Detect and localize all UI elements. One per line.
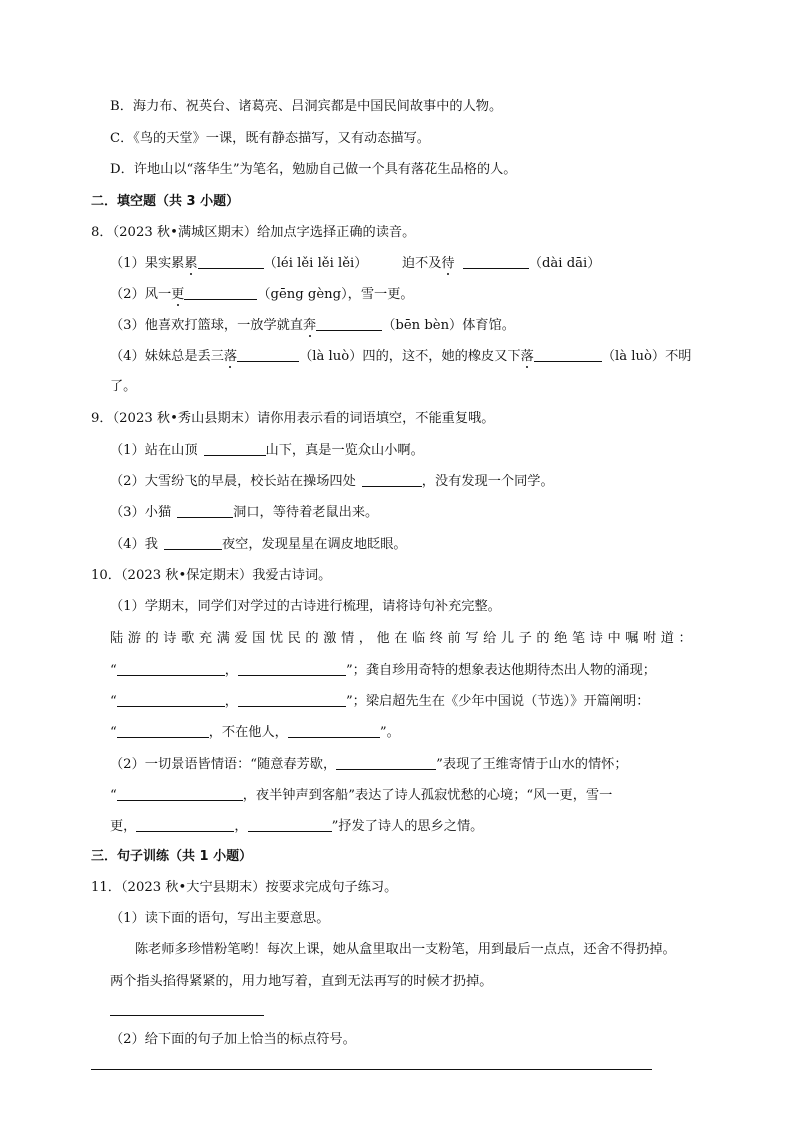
q10-line-2-text: ”；龚自珍用奇特的想象表达他期待杰出人物的涌现； <box>345 663 656 678</box>
q8-item-1b-pinyin: （dài dāi） <box>528 256 601 271</box>
q8-item-3-text: （3）他喜欢打篮球，一放学就直 <box>110 318 304 333</box>
open-quote: “ <box>110 788 117 803</box>
q10-char: 儿 <box>500 631 515 646</box>
q9-item-1-text-2: 山下，真是一览众山小啊。 <box>265 443 424 458</box>
q10-char: 子 <box>518 631 532 646</box>
q10-char: 满 <box>216 631 230 646</box>
q8-item-2-dotted-char: 更 <box>171 287 185 302</box>
question-11-stem: 11．（2023 秋•大宁县期末）按要求完成句子练习。 <box>91 880 398 895</box>
q10-answer-blank-3[interactable] <box>117 692 225 707</box>
question-8-item-4-continued: 了。 <box>110 379 137 394</box>
question-9-stem: 9．（2023 秋•秀山县期末）请你用表示看的词语填空，不能重复哦。 <box>91 411 495 426</box>
option-d: D．许地山以“落华生”为笔名，勉励自己做一个具有落花生品格的人。 <box>110 162 517 177</box>
q10-char: 他 <box>376 631 390 646</box>
q9-answer-blank-3[interactable] <box>177 503 233 518</box>
question-11-part-2: （2）给下面的句子加上恰当的标点符号。 <box>110 1032 356 1047</box>
page-bottom-rule <box>91 1069 652 1070</box>
q8-answer-blank-4[interactable] <box>316 316 382 331</box>
q10-char: 激 <box>323 631 337 646</box>
q8-answer-blank-2[interactable] <box>463 254 529 269</box>
option-c: C．《鸟的天堂》一课，既有静态描写，又有动态描写。 <box>110 131 430 146</box>
q8-item-1-dotted-char: 累 <box>184 256 198 271</box>
q10-line-3-text: ”；梁启超先生在《少年中国说（节选）》开篇阐明： <box>345 694 650 709</box>
q10-char: 笔 <box>571 631 586 646</box>
q10-answer-blank-7[interactable] <box>336 755 436 770</box>
q10-char: 的 <box>145 631 159 646</box>
question-9-item-3 <box>110 503 378 522</box>
question-10-line-lu-you <box>110 630 692 648</box>
section-title-sentence-training: 三．句子训练（共 1 小题） <box>91 849 253 864</box>
q10-answer-blank-4[interactable] <box>238 692 346 707</box>
q10-char: 终 <box>429 631 443 646</box>
question-9-item-2 <box>110 472 554 491</box>
q10-char: 嘱 <box>625 631 639 646</box>
q10-char: 歌 <box>181 631 195 646</box>
question-8-stem: 8．（2023 秋•满城区期末）给加点字选择正确的读音。 <box>91 225 416 240</box>
q10-char: ， <box>358 631 372 646</box>
q8-item-2-pinyin: （gēng gèng），雪一更。 <box>257 287 414 302</box>
q10-char: 情 <box>340 631 355 646</box>
q10-char: 道 <box>660 631 674 646</box>
q9-item-2-text: （2）大雪纷飞的早晨，校长站在操场四处 <box>110 474 356 489</box>
comma: ， <box>224 694 238 709</box>
q8-answer-blank-6[interactable] <box>534 347 602 362</box>
q10-char: 诗 <box>163 631 177 646</box>
question-11-part-1: （1）读下面的语句，写出主要意思。 <box>110 911 330 926</box>
question-9-item-1 <box>110 441 424 460</box>
open-quote: “ <box>110 725 117 740</box>
q10-part-2-text-2: ”表现了王维寄情于山水的情怀； <box>436 757 628 772</box>
q10-answer-blank-5[interactable] <box>117 723 209 738</box>
question-10-line-4 <box>110 723 400 742</box>
q10-char: 前 <box>447 631 461 646</box>
q10-part-2-line-2-text: ，夜半钟声到客船”表达了诗人孤寂忧愁的心境；“风一更，雪一 <box>242 788 613 803</box>
open-quote: “ <box>110 694 117 709</box>
q10-char: 临 <box>412 631 426 646</box>
question-8-item-2 <box>110 285 414 304</box>
q8-item-4-text: （4）妹妹总是丢三 <box>110 349 224 364</box>
question-10-line-3 <box>110 692 649 711</box>
q10-char: 诗 <box>589 631 603 646</box>
q10-char: 忧 <box>269 631 284 646</box>
q10-char: 在 <box>394 631 408 646</box>
q10-char: 写 <box>465 631 479 646</box>
q10-char: 的 <box>305 631 319 646</box>
close-quote: ”。 <box>379 725 400 740</box>
q10-char: 的 <box>536 631 550 646</box>
q9-item-3-text: （3）小猫 <box>110 505 172 520</box>
q9-item-3-text-2: 洞口，等待着老鼠出来。 <box>233 505 379 520</box>
q9-item-4-text: （4）我 <box>110 537 158 552</box>
q8-item-1-pinyin: （léi lěi lěi lěi） <box>263 256 368 271</box>
q8-answer-blank-3[interactable] <box>184 285 257 300</box>
q10-char: 中 <box>607 631 621 646</box>
q10-answer-blank-1[interactable] <box>117 661 225 676</box>
q8-answer-blank-1[interactable] <box>198 254 264 269</box>
question-8-item-1 <box>110 254 600 273</box>
q8-item-1b-dotted-char: 待 <box>441 256 455 271</box>
q8-item-4-pinyin-2: （là luò）不明 <box>601 349 692 364</box>
q8-item-4-dotted-char-2: 落 <box>520 349 534 364</box>
open-quote: “ <box>110 663 117 678</box>
comma: ， <box>234 819 248 834</box>
question-9-item-4 <box>110 535 407 554</box>
q8-item-2-text: （2）风一 <box>110 287 172 302</box>
q11-answer-line[interactable] <box>110 1015 264 1016</box>
q10-part-2-text: （2）一切景语皆情语：“随意春芳歇， <box>110 757 337 772</box>
q8-item-3-pinyin: （bēn bèn）体育馆。 <box>382 318 515 333</box>
q8-item-3-dotted-char: 奔 <box>303 318 317 333</box>
question-10-part-2-line-2 <box>110 786 612 805</box>
question-10-stem: 10．（2023 秋•保定期末）我爱古诗词。 <box>91 568 332 583</box>
question-11-passage-line-1: 陈老师多珍惜粉笔哟！每次上课，她从盒里取出一支粉笔，用到最后一点点，还舍不得扔掉。 <box>135 942 676 957</box>
q10-answer-blank-8[interactable] <box>117 786 243 801</box>
q8-item-4-pinyin: （là luò）四的，这不，她的橡皮又下 <box>299 349 521 364</box>
q10-answer-blank-2[interactable] <box>238 661 346 676</box>
q9-answer-blank-2[interactable] <box>362 472 422 487</box>
q9-answer-blank-1[interactable] <box>204 441 266 456</box>
question-8-item-3 <box>110 316 515 335</box>
section-title-fill-in: 二．填空题（共 3 小题） <box>91 194 240 209</box>
q10-char: 民 <box>287 631 301 646</box>
q10-char: 咐 <box>642 631 657 646</box>
q10-part-2-line-3-text: 更， <box>110 819 137 834</box>
question-10-part-2-line-3 <box>110 817 483 836</box>
question-10-part-2 <box>110 755 628 774</box>
q8-item-1-text: （1）果实累 <box>110 256 185 271</box>
q10-char: 陆 <box>110 631 124 646</box>
question-10-part-1: （1）学期末，同学们对学过的古诗进行梳理，请将诗句补充完整。 <box>110 599 501 614</box>
q10-part-2-line-3-text-2: ”抒发了诗人的思乡之情。 <box>331 819 484 834</box>
q9-answer-blank-4[interactable] <box>164 535 222 550</box>
q10-answer-blank-10[interactable] <box>248 817 332 832</box>
q10-answer-blank-6[interactable] <box>288 723 380 738</box>
q10-char: 给 <box>483 631 497 646</box>
q10-char: 国 <box>252 631 266 646</box>
q10-char: 爱 <box>234 631 248 646</box>
q9-item-2-text-2: ，没有发现一个同学。 <box>421 474 554 489</box>
q10-char: 绝 <box>554 631 568 646</box>
q10-line-4-text: ，不在他人， <box>208 725 288 740</box>
q10-answer-blank-9[interactable] <box>136 817 234 832</box>
q10-char: ： <box>678 631 692 646</box>
q8-item-1b-text: 迫不及 <box>401 256 442 271</box>
comma: ， <box>224 663 238 678</box>
question-8-item-4 <box>110 347 692 366</box>
q8-answer-blank-5[interactable] <box>237 347 299 362</box>
q9-item-4-text-2: 夜空，发现星星在调皮地眨眼。 <box>221 537 407 552</box>
q8-item-4-dotted-char: 落 <box>223 349 238 364</box>
q10-char: 游 <box>127 631 141 646</box>
option-b: B．海力布、祝英台、诸葛亮、吕洞宾都是中国民间故事中的人物。 <box>110 99 503 114</box>
q10-char: 充 <box>198 631 213 646</box>
question-10-line-2 <box>110 661 656 680</box>
question-11-passage-line-2: 两个指头掐得紧紧的，用力地写着，直到无法再写的时候才扔掉。 <box>110 974 493 989</box>
q9-item-1-text: （1）站在山顶 <box>110 443 198 458</box>
